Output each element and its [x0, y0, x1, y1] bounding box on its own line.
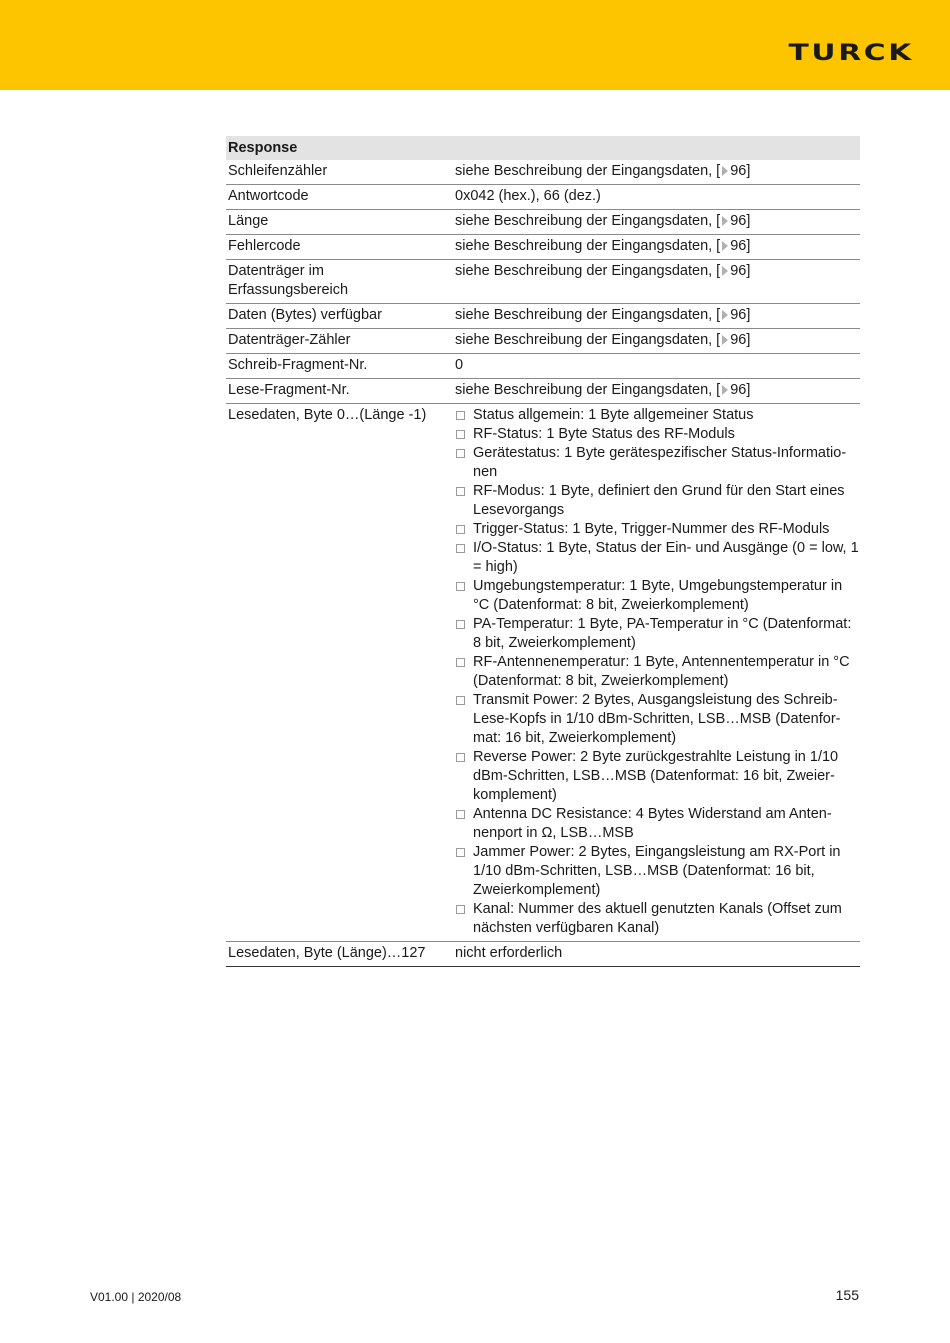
square-bullet-icon: [456, 905, 465, 914]
row-value: [455, 356, 860, 375]
row-label: Datenträger im Erfassungsbereich: [228, 263, 349, 298]
list-item-text: Kanal: Nummer des aktuell genutzten Kanals (Offset zum nächsten verfügbaren Kanal): [473, 901, 842, 936]
list-item: [455, 539, 860, 577]
list-item-text: RF-Modus: 1 Byte, definiert den Grund für den Start eines Lesevorgangs: [473, 483, 845, 518]
list-item-text: PA-Temperatur: 1 Byte, PA-Temperatur in °C (Datenformat: 8 bit, Zweierkomplement): [473, 616, 852, 651]
row-value: [455, 381, 860, 400]
row-value-text: siehe Beschreibung der Eingangsdaten, [: [455, 238, 721, 254]
list-item-text: Trigger-Status: 1 Byte, Trigger-Nummer des RF-Moduls: [473, 521, 830, 537]
row-label: Lesedaten, Byte (Länge)…127: [228, 945, 426, 961]
table-row: [226, 160, 860, 185]
table-row: [226, 210, 860, 235]
reference-bracket: ]: [746, 238, 751, 254]
table-body: [226, 160, 860, 404]
list-item-text: Jammer Power: 2 Bytes, Eingangsleistung am RX-Port in 1/10 dBm-Schritten, LSB…MSB (Datenformat: 16 bit, Zweierkomplement): [473, 844, 841, 898]
reference-bracket: ]: [746, 332, 751, 348]
list-item: [455, 482, 860, 520]
row-label: Lese-Fragment-Nr.: [228, 382, 350, 398]
read-data-list: [455, 406, 860, 938]
row-value: nicht erforderlich: [455, 945, 563, 961]
row-label: Fehlercode: [228, 238, 301, 254]
list-item: [455, 615, 860, 653]
row-label: Antwortcode: [228, 188, 309, 204]
version-footer: V01.00 | 2020/08: [90, 1290, 182, 1304]
reference-bracket: ]: [746, 307, 751, 323]
row-value: [455, 306, 860, 325]
reference-bracket: ]: [746, 163, 751, 179]
row-value: [455, 187, 860, 206]
row-value: [455, 262, 860, 300]
page-reference-arrow-icon: [722, 241, 728, 251]
row-value-text: siehe Beschreibung der Eingangsdaten, [: [455, 382, 721, 398]
reference-bracket: ]: [746, 213, 751, 229]
page-reference-link[interactable]: 96: [730, 238, 747, 254]
page-reference-link[interactable]: 96: [730, 382, 747, 398]
table-row: [226, 235, 860, 260]
page-reference-link[interactable]: 96: [730, 332, 747, 348]
row-value: [455, 331, 860, 350]
page-reference-arrow-icon: [722, 216, 728, 226]
row-label: Datenträger-Zähler: [228, 332, 351, 348]
square-bullet-icon: [456, 449, 465, 458]
table-row: [226, 354, 860, 379]
list-item-text: Umgebungstemperatur: 1 Byte, Umgebungstemperatur in °C (Datenformat: 8 bit, Zweierkomplement): [473, 578, 843, 613]
row-label: Daten (Bytes) verfügbar: [228, 307, 382, 323]
turck-logo: TURCK: [788, 41, 914, 66]
page-reference-link[interactable]: 96: [730, 263, 747, 279]
page-reference-arrow-icon: [722, 335, 728, 345]
table-row: [226, 304, 860, 329]
response-table: [226, 136, 860, 967]
row-label: Schreib-Fragment-Nr.: [228, 357, 368, 373]
list-item: [455, 425, 860, 444]
table-row: [226, 329, 860, 354]
table-row-last: [226, 942, 860, 967]
list-item: [455, 577, 860, 615]
row-value: [455, 406, 860, 938]
table-row: [226, 260, 860, 304]
list-item-text: Gerätestatus: 1 Byte gerätespezifischer Status-Informationen: [473, 445, 847, 480]
row-value-text: siehe Beschreibung der Eingangsdaten, [: [455, 263, 721, 279]
row-label: Länge: [228, 213, 269, 229]
table-heading: Response: [226, 136, 860, 160]
square-bullet-icon: [456, 430, 465, 439]
table-row: [226, 379, 860, 404]
page-reference-arrow-icon: [722, 166, 728, 176]
list-item-text: Status allgemein: 1 Byte allgemeiner Status: [473, 407, 754, 423]
page-reference-arrow-icon: [722, 266, 728, 276]
page-reference-link[interactable]: 96: [730, 163, 747, 179]
list-item: [455, 900, 860, 938]
row-label: Lesedaten, Byte 0…(Länge -1): [228, 407, 427, 423]
table-row: [226, 185, 860, 210]
row-value-text: siehe Beschreibung der Eingangsdaten, [: [455, 213, 721, 229]
list-item-text: Transmit Power: 2 Bytes, Ausgangsleistung des Schreib-Lese-Kopfs in 1/10 dBm-Schritten, LSB…MSB (Datenformat: 16 bit, Zweierkomplement): [473, 692, 841, 746]
row-value-text: siehe Beschreibung der Eingangsdaten, [: [455, 163, 721, 179]
square-bullet-icon: [456, 525, 465, 534]
square-bullet-icon: [456, 696, 465, 705]
row-value-text: siehe Beschreibung der Eingangsdaten, [: [455, 332, 721, 348]
list-item-text: Antenna DC Resistance: 4 Bytes Widerstand am Antennenport in Ω, LSB…MSB: [473, 806, 832, 841]
list-item: [455, 843, 860, 900]
square-bullet-icon: [456, 620, 465, 629]
square-bullet-icon: [456, 544, 465, 553]
row-value: [455, 237, 860, 256]
list-item-text: I/O-Status: 1 Byte, Status der Ein- und Ausgänge (0 = low, 1 = high): [473, 540, 859, 575]
reference-bracket: ]: [746, 382, 751, 398]
list-item: [455, 691, 860, 748]
square-bullet-icon: [456, 658, 465, 667]
square-bullet-icon: [456, 487, 465, 496]
square-bullet-icon: [456, 582, 465, 591]
list-item: [455, 748, 860, 805]
square-bullet-icon: [456, 848, 465, 857]
square-bullet-icon: [456, 411, 465, 420]
square-bullet-icon: [456, 810, 465, 819]
row-value: [455, 212, 860, 231]
row-value-text: 0x042 (hex.), 66 (dez.): [455, 188, 601, 204]
row-value: [455, 162, 860, 181]
reference-bracket: ]: [746, 263, 751, 279]
list-item: [455, 653, 860, 691]
row-label: Schleifenzähler: [228, 163, 328, 179]
square-bullet-icon: [456, 753, 465, 762]
page-reference-link[interactable]: 96: [730, 307, 747, 323]
list-item: [455, 444, 860, 482]
row-value-text: siehe Beschreibung der Eingangsdaten, [: [455, 307, 721, 323]
list-item-text: Reverse Power: 2 Byte zurückgestrahlte Leistung in 1/10 dBm-Schritten, LSB…MSB (Datenformat: 16 bit, Zweierkomplement): [473, 749, 839, 803]
page-reference-arrow-icon: [722, 385, 728, 395]
list-item: [455, 805, 860, 843]
row-value-text: 0: [455, 357, 464, 373]
page-number: 155: [835, 1287, 859, 1303]
header-band: [0, 0, 950, 90]
table-row-read-data: [226, 404, 860, 942]
page-reference-link[interactable]: 96: [730, 213, 747, 229]
list-item: [455, 406, 860, 425]
list-item-text: RF-Status: 1 Byte Status des RF-Moduls: [473, 426, 735, 442]
page-reference-arrow-icon: [722, 310, 728, 320]
list-item-text: RF-Antennenemperatur: 1 Byte, Antennentemperatur in °C (Datenformat: 8 bit, Zweierkomplement): [473, 654, 850, 689]
list-item: [455, 520, 860, 539]
